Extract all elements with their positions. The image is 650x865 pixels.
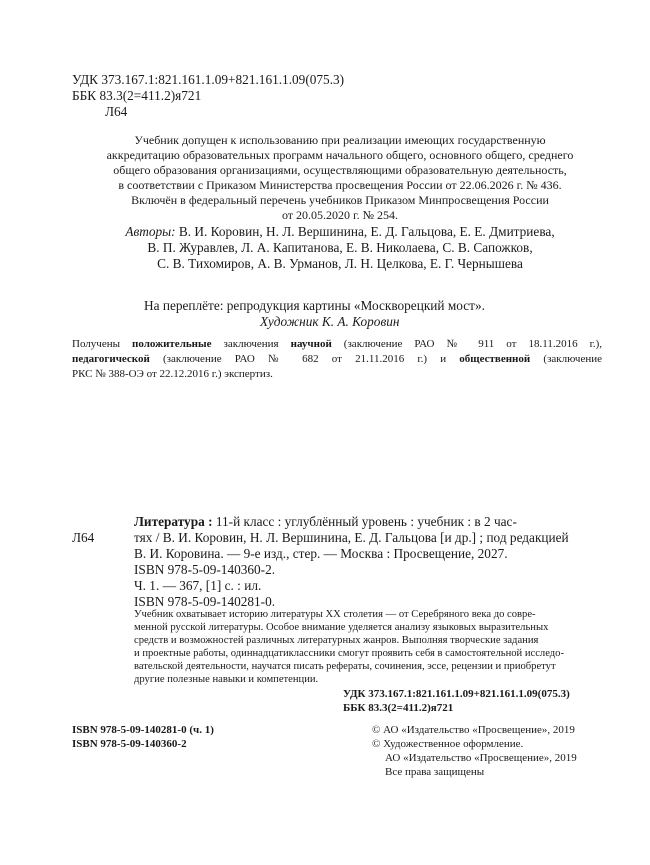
abstract-line-3: средств и возможностей различных литературных жанров. Выполняя творческие задания — [134, 635, 539, 646]
abstract-line-4: и проектные работы, одиннадцатиклассники смогут проявить себя в самостоятельной исследо- — [134, 648, 564, 659]
abstract-line-6: другие полезные навыки и компетенции. — [134, 674, 319, 685]
approval-line-5: Включён в федеральный перечень учебников Приказом Минпросвещения России — [131, 193, 549, 207]
approval-line-4: в соответствии с Приказом Министерства просвещения России от 22.06.2026 г. № 436. — [118, 178, 562, 192]
reviews-text: (заключение РАО № 911 от 18.11.2016 г.), — [331, 338, 603, 350]
reviews-text: (заключение — [530, 353, 603, 365]
authors-line-2: В. П. Журавлев, Л. А. Капитанова, Е. В. Николаева, С. В. Сапожков, — [147, 240, 533, 255]
authors-line-3: С. В. Тихомиров, А. В. Урманов, Л. Н. Целкова, Е. Г. Чернышева — [157, 256, 523, 271]
reviews-line-2 — [72, 353, 602, 367]
abstract-line-1: Учебник охватывает историю литературы XX столетия — от Серебряного века до совре- — [134, 609, 536, 620]
reviews-text: заключения — [211, 338, 291, 350]
copyright-2: © Художественное оформление. — [372, 738, 524, 750]
bottom-bbk: ББК 83.3(2=411.2)я721 — [343, 702, 454, 714]
reviews-text: Получены — [72, 338, 132, 350]
cover-artist: Художник К. А. Коровин — [260, 314, 400, 329]
bottom-udk: УДК 373.167.1:821.161.1.09+821.161.1.09(075.3) — [343, 688, 570, 700]
abstract-line-5: вательской деятельности, научатся писать рефераты, сочинения, эссе, рецензии и приобретут — [134, 661, 556, 672]
catalog-line-1 — [134, 514, 517, 530]
approval-line-1: Учебник допущен к использованию при реализации имеющих государственную — [134, 133, 546, 147]
author-mark: Л64 — [105, 104, 128, 119]
authors-line-1 — [40, 224, 640, 240]
copyright-3: АО «Издательство «Просвещение», 2019 — [385, 752, 577, 764]
reviews-bold: педагогической — [72, 353, 150, 365]
reviews-line-1 — [72, 338, 602, 352]
cover-note: На переплёте: репродукция картины «Москворецкий мост». — [144, 298, 485, 313]
copyright-1: © АО «Издательство «Просвещение», 2019 — [372, 724, 575, 736]
approval-line-2: аккредитацию образовательных программ начального общего, основного общего, среднего — [106, 148, 574, 162]
rights-reserved: Все права защищены — [385, 766, 485, 778]
catalog-isbn-set: ISBN 978-5-09-140360-2. — [134, 562, 276, 577]
catalog-title: Литература : — [134, 514, 213, 529]
catalog-line-3: В. И. Коровина. — 9-е изд., стер. — Москва : Просвещение, 2027. — [134, 546, 508, 561]
udk-code: УДК 373.167.1:821.161.1.09+821.161.1.09(075.3) — [72, 72, 345, 87]
catalog-part: Ч. 1. — 367, [1] с. : ил. — [134, 578, 262, 593]
approval-line-6: от 20.05.2020 г. № 254. — [281, 208, 399, 222]
catalog-desc: 11-й класс : углублённый уровень : учебник : в 2 час- — [212, 514, 517, 529]
catalog-code: Л64 — [72, 530, 95, 545]
isbn-volume: ISBN 978-5-09-140281-0 (ч. 1) — [72, 724, 214, 736]
catalog-isbn-vol: ISBN 978-5-09-140281-0. — [134, 594, 276, 609]
reviews-text: (заключение РАО № 682 от 21.11.2016 г.) и — [149, 353, 460, 365]
catalog-line-2: тях / В. И. Коровин, Н. Л. Вершинина, Е. Д. Гальцова [и др.] ; под редакцией — [134, 530, 569, 545]
abstract-line-2: менной русской литературы. Особое внимание уделяется анализу языковых выразительных — [134, 622, 549, 633]
reviews-line-3: РКС № 388-ОЭ от 22.12.2016 г.) экспертиз. — [72, 368, 273, 380]
authors-label: Авторы: — [125, 224, 176, 239]
isbn-set: ISBN 978-5-09-140360-2 — [72, 738, 187, 750]
approval-line-3: общего образования организациями, осуществляющими образовательную деятельность, — [113, 163, 567, 177]
reviews-bold: общественной — [459, 353, 531, 365]
reviews-bold: научной — [290, 338, 332, 350]
bbk-code: ББК 83.3(2=411.2)я721 — [72, 88, 202, 103]
authors-names-1: В. И. Коровин, Н. Л. Вершинина, Е. Д. Гальцова, Е. Е. Дмитриева, — [178, 224, 555, 239]
reviews-bold: положительные — [132, 338, 212, 350]
